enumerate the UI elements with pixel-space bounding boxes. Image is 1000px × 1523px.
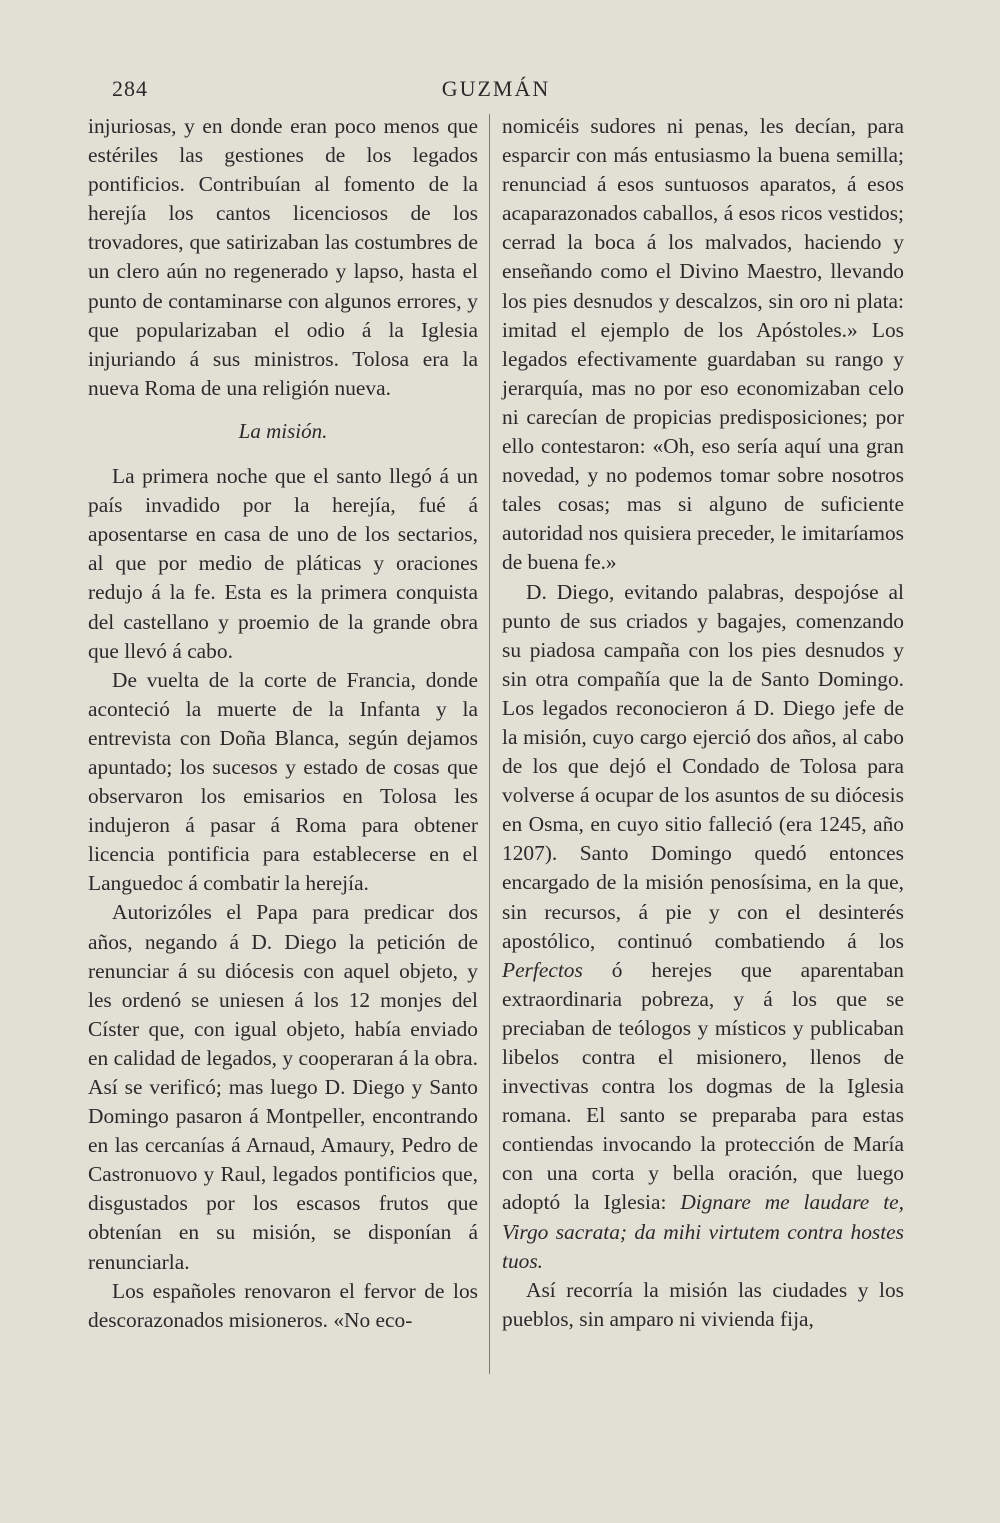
paragraph: Los españoles renovaron el fervor de los descorazonados misioneros. «No eco- [88, 1278, 478, 1332]
column-divider [489, 114, 490, 1374]
italic-term: Perfectos [502, 957, 583, 982]
paragraph: nomicéis sudores ni penas, les decían, para esparcir con más entusiasmo la buena semilla; renunciad á esos suntuosos aparatos, á esos acaparazonados caballos, á esos ricos vestidos; cerrad la boca á los malvados, haciendo y enseñando como el Divino Maestro, llevando los pies desnudos y descalzos, sin oro ni plata: imitad el ejemplo de los Apóstoles.» Los legados efectivamente guardaban su rango y jerarquía, mas no por eso economizaban celo ni carecían de propicias predisposiciones; por ello contestaron: «Oh, eso sería aquí una gran novedad, y no podemos tomar sobre nosotros tales cosas; mas si alguno de suficiente autoridad nos quisiera preceder, le imitaríamos de buena fe.» [502, 114, 904, 575]
section-heading: La misión. [238, 418, 328, 443]
paragraph [502, 578, 904, 1276]
page-header [88, 72, 904, 106]
paragraph: De vuelta de la corte de Francia, donde aconteció la muerte de la Infanta y la entrevista con Doña Blanca, según dejamos apuntado; los sucesos y estado de cosas que observaron los emisarios en Tolosa les indujeron á pasar á Roma para obtener licencia pontificia para establecerse en el Languedoc á combatir la herejía. [88, 667, 478, 896]
page-number: 284 [112, 76, 148, 101]
paragraph: Así recorría la misión las ciudades y los pueblos, sin amparo ni vivienda fija, [502, 1277, 904, 1331]
paragraph: Autorizóles el Papa para predicar dos años, negando á D. Diego la petición de renunciar á su diócesis con aquel objeto, y les ordenó se uniesen á los 12 monjes del Císter que, con igual objeto, había enviado en calidad de legados, y cooperaran á la obra. Así se verificó; mas luego D. Diego y Santo Domingo pasaron á Montpeller, encontrando en las cercanías á Arnaud, Amaury, Pedro de Castronuovo y Raul, legados pontificios que, disgustados por los escasos frutos que obtenían en su misión, se disponían á renunciarla. [88, 900, 478, 1274]
left-column [88, 112, 478, 1335]
latin-prayer: Dignare me laudare te, Virgo sacrata; da mihi virtutem contra hostes tuos. [502, 1190, 904, 1273]
text-run: ó herejes que aparentaban extraordinaria pobreza, y á los que se preciaban de teólogos y místicos y publicaban libelos contra el misionero, llenos de invectivas contra los dogmas de la Iglesia romana. El santo se preparaba para estas contiendas invocando la protección de María con una corta y bella oración, que luego adoptó la Iglesia: [502, 957, 904, 1215]
paragraph: injuriosas, y en donde eran poco menos que estériles las gestiones de los legados pontificios. Contribuían al fomento de la herejía los cantos licenciosos de los trovadores, que satirizaban las costumbres de un clero aún no regenerado y lapso, hasta el punto de contaminarse con algunos errores, y que popularizaban el odio á la Iglesia injuriando á sus ministros. Tolosa era la nueva Roma de una religión nueva. [88, 114, 478, 400]
paragraph: La primera noche que el santo llegó á un país invadido por la herejía, fué á aposentarse en casa de uno de los sectarios, al que por medio de pláticas y oraciones redujo á la fe. Esta es la primera conquista del castellano y proemio de la grande obra que llevó á cabo. [88, 464, 478, 663]
text-run: D. Diego, evitando palabras, despojóse al punto de sus criados y bagajes, comenzando su piadosa campaña con los pies desnudos y sin otra compañía que la de Santo Domingo. Los legados reconocieron á D. Diego jefe de la misión, cuyo cargo ejerció dos años, al cabo de los que dejó el Condado de Tolosa para volverse á ocupar de los asuntos de su diócesis en Osma, en cuyo sitio falleció (era 1245, año 1207). Santo Domingo quedó entonces encargado de la misión penosísima, en la que, sin recursos, á pie y con el desinterés apostólico, continuó combatiendo á los [502, 579, 904, 953]
running-title: GUZMÁN [441, 76, 551, 101]
right-column [502, 112, 904, 1334]
